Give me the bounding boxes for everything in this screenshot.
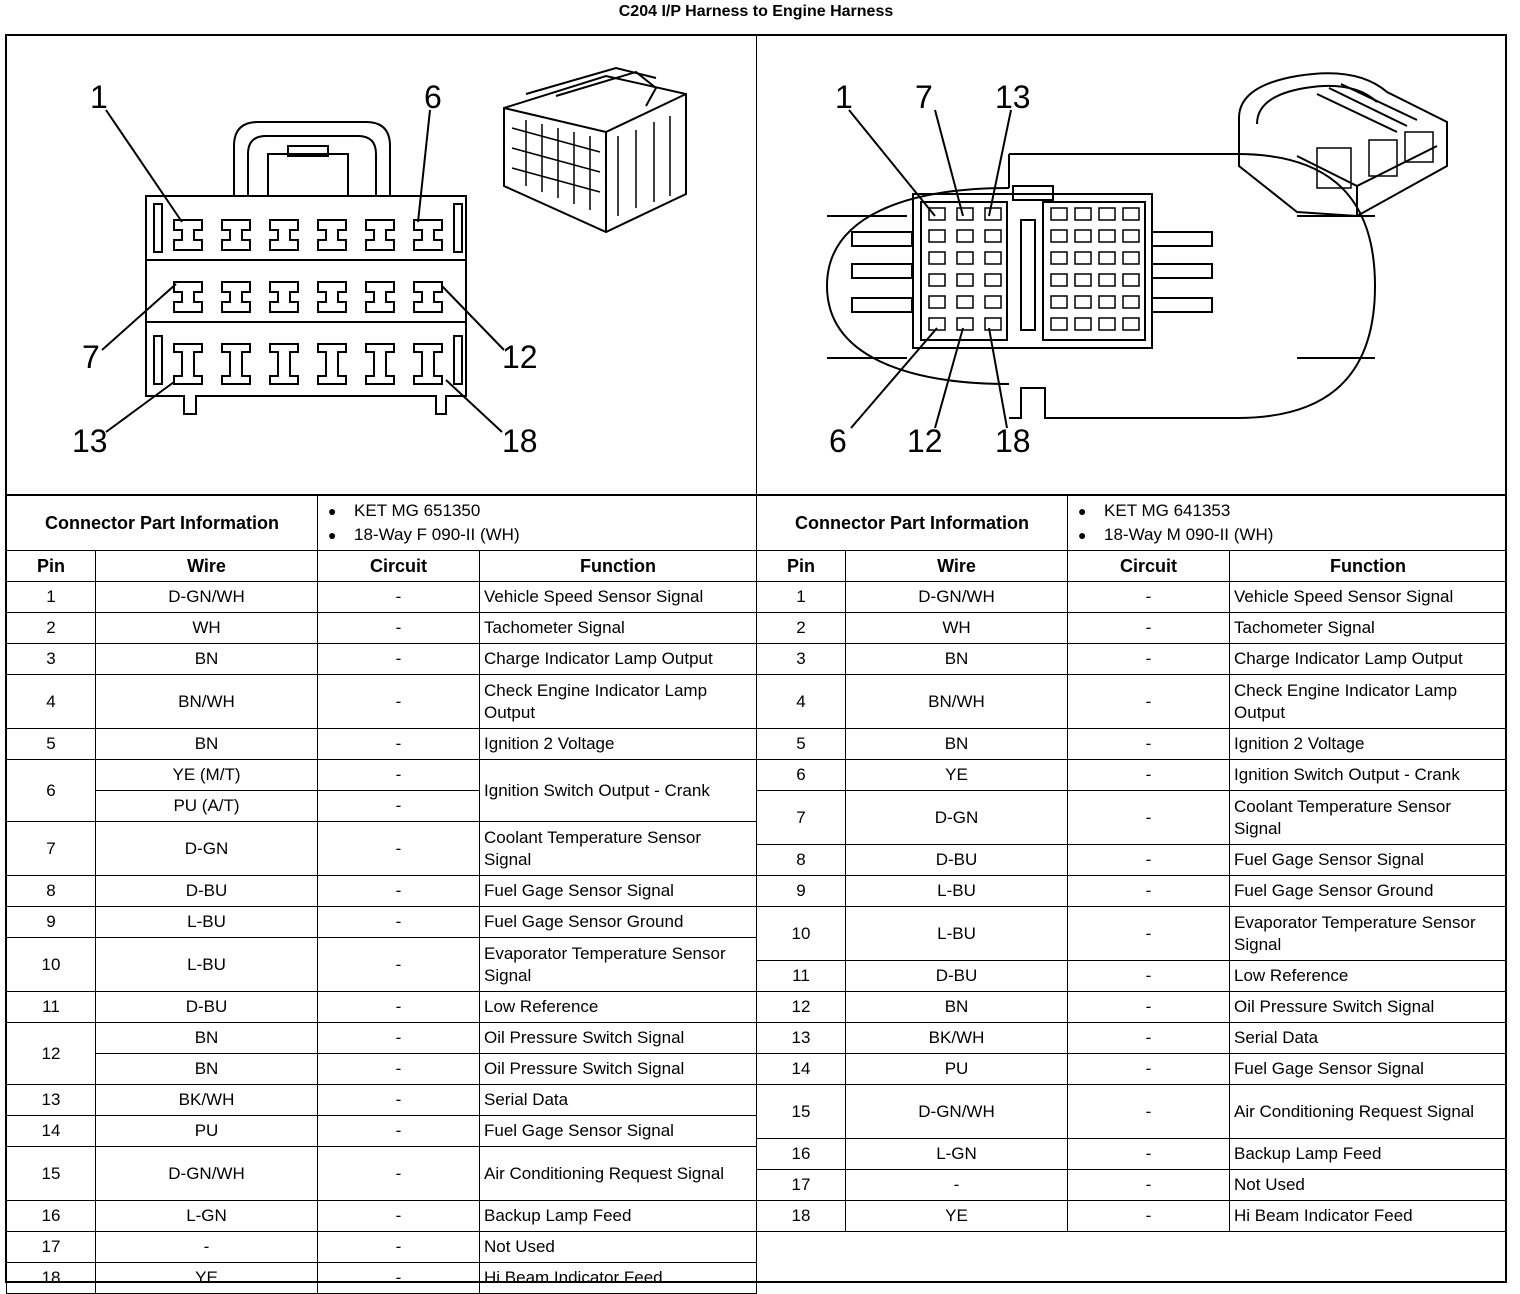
cavity [1051,208,1067,220]
circuit-cell: - [318,582,480,613]
wire-cell: PU (A/T) [96,791,318,822]
table-row [7,1232,757,1263]
wire-cell: YE (M/T) [96,760,318,791]
circuit-cell: - [1068,845,1230,876]
function-cell: Coolant Temperature Sensor Signal [480,822,757,876]
cavity [985,208,1001,220]
right-part-info-label: Connector Part Information [757,496,1068,551]
pin-cell: 2 [7,613,96,644]
page-title: C204 I/P Harness to Engine Harness [618,3,894,20]
pin-cell: 1 [757,582,846,613]
wire-cell: - [846,1170,1068,1201]
wire-cell: YE [96,1263,318,1294]
circuit-cell: - [1068,1139,1230,1170]
right-header-circuit: Circuit [1068,551,1230,582]
wire-cell: WH [846,613,1068,644]
cavity [1051,252,1067,264]
function-cell: Fuel Gage Sensor Signal [1230,1054,1507,1085]
function-cell: Fuel Gage Sensor Ground [1230,876,1507,907]
table-row [7,1116,757,1147]
right-header-function: Function [1230,551,1507,582]
cavity [1123,318,1139,330]
table-row [7,1147,757,1201]
pin-cell: 7 [7,822,96,876]
pin-cell: 5 [757,729,846,760]
wire-cell: YE [846,1201,1068,1232]
function-cell: Hi Beam Indicator Feed [1230,1201,1507,1232]
cavity [1075,318,1091,330]
wire-cell: D-BU [96,876,318,907]
wire-cell: L-GN [96,1201,318,1232]
cavity [1051,296,1067,308]
function-cell: Oil Pressure Switch Signal [480,1054,757,1085]
circuit-cell: - [318,1263,480,1294]
cavity [318,220,346,250]
cavity [985,252,1001,264]
left-header-row [7,551,757,582]
right-connector-inner-block [913,194,1152,348]
pin-cell: 14 [757,1054,846,1085]
wire-cell: L-BU [96,907,318,938]
table-row [7,760,757,791]
table-row [757,675,1507,729]
function-cell: Oil Pressure Switch Signal [1230,992,1507,1023]
cavity [1099,318,1115,330]
cavity [366,282,394,312]
wire-cell: BK/WH [96,1085,318,1116]
right-callout-13: 13 [995,79,1031,115]
cavity [1099,252,1115,264]
circuit-cell: - [318,729,480,760]
cavity [1051,274,1067,286]
right-connector-iso-sketch [1239,73,1447,216]
circuit-cell: - [1068,876,1230,907]
cavity [1123,274,1139,286]
circuit-cell: - [318,1085,480,1116]
cavity [1075,296,1091,308]
pin-cell: 12 [7,1023,96,1085]
right-header-pin: Pin [757,551,846,582]
cavity [929,208,945,220]
table-row [757,845,1507,876]
pin-cell: 13 [7,1085,96,1116]
table-row [7,613,757,644]
wire-cell: BN [96,644,318,675]
pin-cell: 18 [757,1201,846,1232]
circuit-cell: - [318,1147,480,1201]
right-pinout-table [756,495,1507,1232]
cavity [985,274,1001,286]
cavity [1123,296,1139,308]
circuit-cell: - [1068,907,1230,961]
pin-cell: 13 [757,1023,846,1054]
function-cell: Air Conditioning Request Signal [480,1147,757,1201]
cavity [1051,230,1067,242]
cavity [957,274,973,286]
function-cell: Ignition 2 Voltage [480,729,757,760]
circuit-cell: - [318,644,480,675]
wire-cell: D-GN/WH [96,1147,318,1201]
circuit-cell: - [318,907,480,938]
cavity [366,220,394,250]
table-row [757,1201,1507,1232]
right-part-description: ● 18-Way M 090-II (WH) [1104,523,1502,547]
pin-cell: 7 [757,791,846,845]
cavity [318,282,346,312]
cavity [414,282,442,312]
function-cell: Serial Data [480,1085,757,1116]
table-row [757,582,1507,613]
function-cell: Oil Pressure Switch Signal [480,1023,757,1054]
cavity [318,344,346,384]
left-header-circuit: Circuit [318,551,480,582]
cavity [929,296,945,308]
function-cell: Charge Indicator Lamp Output [1230,644,1507,675]
table-row [7,582,757,613]
wire-cell: L-BU [846,907,1068,961]
pin-cell: 6 [7,760,96,822]
left-header-function: Function [480,551,757,582]
circuit-cell: - [1068,791,1230,845]
left-header-pin: Pin [7,551,96,582]
table-row [757,1139,1507,1170]
pin-cell: 9 [757,876,846,907]
table-row [757,760,1507,791]
cavity [1075,230,1091,242]
left-connector-face-diagram [6,36,755,493]
pin-cell: 1 [7,582,96,613]
cavity [985,296,1001,308]
wire-cell: L-GN [846,1139,1068,1170]
left-callout-7: 7 [82,339,100,375]
circuit-cell: - [1068,961,1230,992]
function-cell: Serial Data [1230,1023,1507,1054]
pin-cell: 14 [7,1116,96,1147]
pin-cell: 18 [7,1263,96,1294]
table-row [757,961,1507,992]
table-row [757,907,1507,961]
table-row [757,791,1507,845]
function-cell: Vehicle Speed Sensor Signal [1230,582,1507,613]
cavity [414,220,442,250]
wire-cell: - [96,1232,318,1263]
cavity [222,344,250,384]
cavity [985,318,1001,330]
function-cell: Low Reference [1230,961,1507,992]
table-row [7,907,757,938]
circuit-cell: - [318,938,480,992]
cavity [174,282,202,312]
circuit-cell: - [1068,1054,1230,1085]
function-cell: Not Used [1230,1170,1507,1201]
function-cell: Charge Indicator Lamp Output [480,644,757,675]
cavity [957,318,973,330]
right-part-info-values [1068,496,1507,551]
function-cell: Backup Lamp Feed [480,1201,757,1232]
function-cell: Not Used [480,1232,757,1263]
cavity [985,230,1001,242]
pin-cell: 16 [7,1201,96,1232]
cavity [1099,230,1115,242]
pin-cell: 2 [757,613,846,644]
function-cell: Fuel Gage Sensor Signal [1230,845,1507,876]
pin-cell: 5 [7,729,96,760]
left-callout-6: 6 [424,79,442,115]
table-row [7,992,757,1023]
table-row [7,1085,757,1116]
cavity [270,344,298,384]
function-cell: Fuel Gage Sensor Signal [480,876,757,907]
table-row [7,1023,757,1054]
wire-cell: BN [96,729,318,760]
wire-cell: PU [96,1116,318,1147]
wire-cell: D-BU [846,961,1068,992]
cavity [270,220,298,250]
cavity [222,220,250,250]
cavity [1051,318,1067,330]
left-header-wire: Wire [96,551,318,582]
table-row [757,1170,1507,1201]
cavity [1099,208,1115,220]
cavity [957,208,973,220]
circuit-cell: - [1068,1023,1230,1054]
circuit-cell: - [318,791,480,822]
cavity [957,252,973,264]
function-cell: Evaporator Temperature Sensor Signal [480,938,757,992]
circuit-cell: - [1068,992,1230,1023]
right-header-wire: Wire [846,551,1068,582]
cavity [929,252,945,264]
left-pinout-table [6,495,757,1294]
cavity [1123,230,1139,242]
pin-cell: 9 [7,907,96,938]
table-row [757,1085,1507,1139]
left-part-info-values [318,496,757,551]
function-cell: Backup Lamp Feed [1230,1139,1507,1170]
function-cell: Check Engine Indicator Lamp Output [1230,675,1507,729]
pin-cell: 17 [7,1232,96,1263]
function-cell: Ignition Switch Output - Crank [1230,760,1507,791]
pin-cell: 4 [757,675,846,729]
circuit-cell: - [1068,644,1230,675]
circuit-cell: - [318,675,480,729]
cavity [929,230,945,242]
table-row [757,613,1507,644]
left-callout-12: 12 [502,339,538,375]
circuit-cell: - [318,1054,480,1085]
circuit-cell: - [318,822,480,876]
cavity [957,230,973,242]
table-row [7,822,757,876]
pin-cell: 11 [7,992,96,1023]
function-cell: Vehicle Speed Sensor Signal [480,582,757,613]
circuit-cell: - [1068,760,1230,791]
left-connector-body [146,196,466,414]
wire-cell: WH [96,613,318,644]
pin-cell: 16 [757,1139,846,1170]
circuit-cell: - [1068,1085,1230,1139]
wire-cell: L-BU [846,876,1068,907]
circuit-cell: - [318,1116,480,1147]
function-cell: Hi Beam Indicator Feed [480,1263,757,1294]
wire-cell: BN/WH [96,675,318,729]
function-cell: Ignition Switch Output - Crank [480,760,757,822]
pin-cell: 10 [7,938,96,992]
cavity [174,220,202,250]
circuit-cell: - [1068,729,1230,760]
table-row [757,729,1507,760]
wire-cell: BN/WH [846,675,1068,729]
circuit-cell: - [318,613,480,644]
function-cell: Tachometer Signal [480,613,757,644]
right-callout-6: 6 [829,423,847,459]
wire-cell: PU [846,1054,1068,1085]
pin-cell: 12 [757,992,846,1023]
table-row [7,1201,757,1232]
table-row [7,729,757,760]
pin-cell: 3 [757,644,846,675]
circuit-cell: - [1068,582,1230,613]
right-callout-12: 12 [907,423,943,459]
left-callout-18: 18 [502,423,538,459]
table-row [757,992,1507,1023]
function-cell: Coolant Temperature Sensor Signal [1230,791,1507,845]
function-cell: Evaporator Temperature Sensor Signal [1230,907,1507,961]
wire-cell: BN [846,644,1068,675]
circuit-cell: - [1068,1201,1230,1232]
left-part-description: ● 18-Way F 090-II (WH) [354,523,752,547]
wire-cell: BN [96,1023,318,1054]
circuit-cell: - [1068,675,1230,729]
cavity [1123,252,1139,264]
cavity [174,344,202,384]
cavity [222,282,250,312]
wire-cell: BN [96,1054,318,1085]
function-cell: Tachometer Signal [1230,613,1507,644]
function-cell: Air Conditioning Request Signal [1230,1085,1507,1139]
cavity [414,344,442,384]
cavity [957,296,973,308]
pin-cell: 8 [757,845,846,876]
left-part-info-row [7,496,757,551]
circuit-cell: - [318,992,480,1023]
cavity [1099,296,1115,308]
wire-cell: BN [846,729,1068,760]
pin-cell: 3 [7,644,96,675]
circuit-cell: - [1068,613,1230,644]
circuit-cell: - [318,1023,480,1054]
circuit-cell: - [318,760,480,791]
table-row [7,938,757,992]
table-row [757,1023,1507,1054]
pin-cell: 17 [757,1170,846,1201]
wire-cell: YE [846,760,1068,791]
cavity [1075,208,1091,220]
left-connector-iso-sketch [504,68,686,232]
cavity [929,274,945,286]
cavity [1075,252,1091,264]
wire-cell: D-GN [96,822,318,876]
right-part-info-row [757,496,1507,551]
pin-cell: 15 [757,1085,846,1139]
table-row [7,876,757,907]
table-row [757,1054,1507,1085]
cavity [270,282,298,312]
wire-cell: L-BU [96,938,318,992]
left-callout-1: 1 [90,79,108,115]
cavity [366,344,394,384]
wire-cell: D-GN/WH [846,582,1068,613]
right-callout-18: 18 [995,423,1031,459]
pin-cell: 11 [757,961,846,992]
cavity [1075,274,1091,286]
table-subrow [7,1054,757,1085]
left-part-info-label: Connector Part Information [7,496,318,551]
pin-cell: 8 [7,876,96,907]
right-callout-7: 7 [915,79,933,115]
pin-cell: 10 [757,907,846,961]
table-row [7,1263,757,1294]
circuit-cell: - [318,1232,480,1263]
function-cell: Fuel Gage Sensor Ground [480,907,757,938]
table-row [7,675,757,729]
cavity [1099,274,1115,286]
right-callout-1: 1 [835,79,853,115]
pin-cell: 6 [757,760,846,791]
pin-cell: 4 [7,675,96,729]
wire-cell: D-BU [96,992,318,1023]
left-part-number: ● KET MG 651350 [354,499,752,523]
wire-cell: BN [846,992,1068,1023]
function-cell: Check Engine Indicator Lamp Output [480,675,757,729]
wire-cell: D-GN/WH [96,582,318,613]
wire-cell: D-BU [846,845,1068,876]
cavity [1123,208,1139,220]
table-row [7,644,757,675]
function-cell: Low Reference [480,992,757,1023]
table-row [757,876,1507,907]
right-header-row [757,551,1507,582]
right-part-number: ● KET MG 641353 [1104,499,1502,523]
wire-cell: D-GN [846,791,1068,845]
circuit-cell: - [318,876,480,907]
circuit-cell: - [1068,1170,1230,1201]
table-row [757,644,1507,675]
circuit-cell: - [318,1201,480,1232]
left-latch [234,122,390,196]
function-cell: Fuel Gage Sensor Signal [480,1116,757,1147]
right-connector-face-diagram [757,36,1505,493]
wire-cell: D-GN/WH [846,1085,1068,1139]
pin-cell: 15 [7,1147,96,1201]
left-callout-13: 13 [72,423,108,459]
function-cell: Ignition 2 Voltage [1230,729,1507,760]
wire-cell: BK/WH [846,1023,1068,1054]
